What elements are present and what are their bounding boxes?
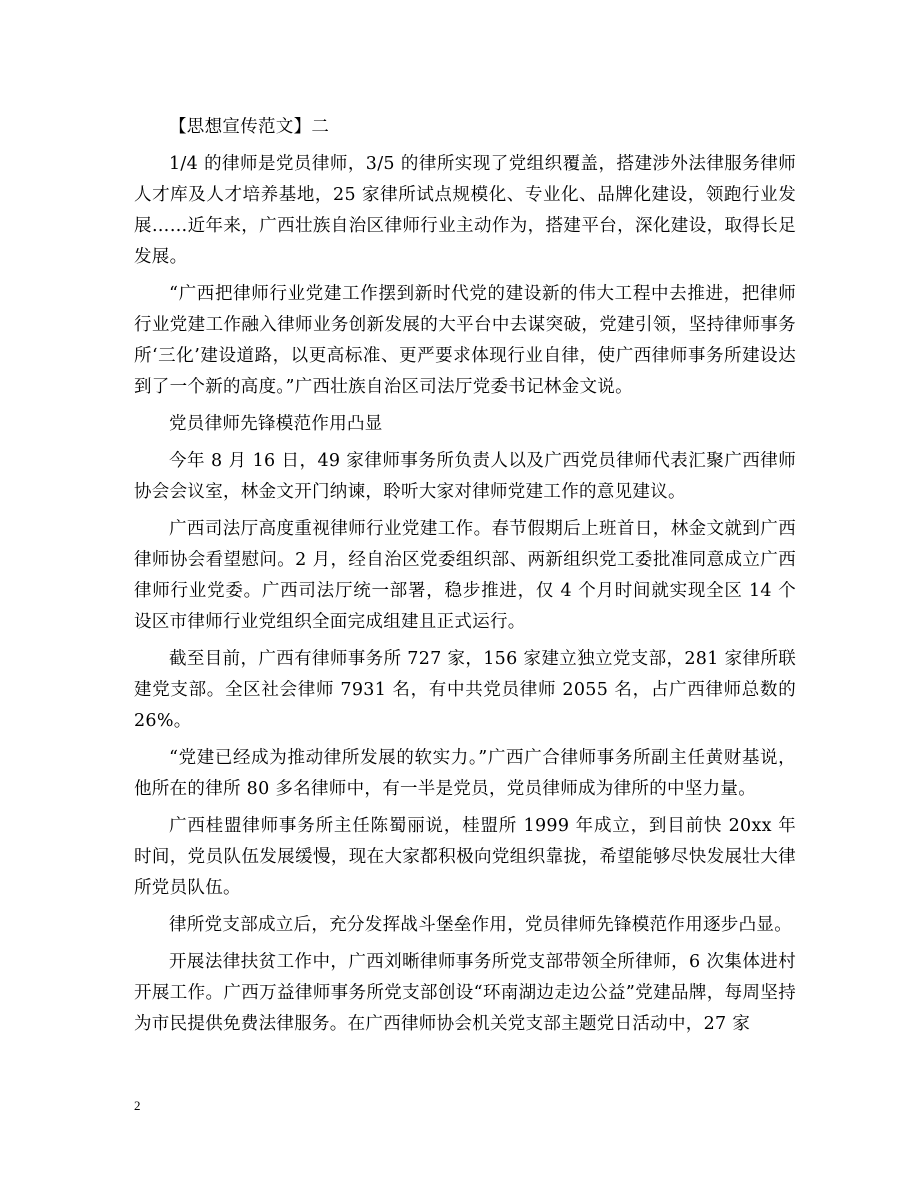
document-title: 【思想宣传范文】二 <box>169 117 330 137</box>
paragraph-7: 广西桂盟律师事务所主任陈蜀丽说，桂盟所 1999 年成立，到目前快 20xx 年时间，党员队伍发展缓慢，现在大家都积极向党组织靠拢，希望能够尽快发展壮大律所党员队伍。 <box>134 816 796 898</box>
paragraph-8: 律所党支部成立后，充分发挥战斗堡垒作用，党员律师先锋模范作用逐步凸显。 <box>169 915 792 935</box>
paragraph-1: 1/4 的律师是党员律师，3/5 的律所实现了党组织覆盖，搭建涉外法律服务律师人才库及人才培养基地，25 家律所试点规模化、专业化、品牌化建设，领跑行业发展……近年来，广西壮族自治区律师行业主动作为，搭建平台，深化建设，取得长足发展。 <box>134 154 796 267</box>
paragraph-6: “党建已经成为推动律所发展的软实力。”广西广合律师事务所副主任黄财基说，他所在的律所 80 多名律师中，有一半是党员，党员律师成为律所的中坚力量。 <box>134 748 796 799</box>
paragraph-3: 今年 8 月 16 日，49 家律师事务所负责人以及广西党员律师代表汇聚广西律师协会会议室，林金文开门纳谏，聆听大家对律师党建工作的意见建议。 <box>134 451 796 502</box>
section-heading: 党员律师先锋模范作用凸显 <box>169 414 383 434</box>
page-number: 2 <box>134 1098 141 1113</box>
paragraph-4: 广西司法厅高度重视律师行业党建工作。春节假期后上班首日，林金文就到广西律师协会看望慰问。2 月，经自治区党委组织部、两新组织党工委批准同意成立广西律师行业党委。广西司法厅统一部署，稳步推进，仅 4 个月时间就实现全区 14 个设区市律师行业党组织全面完成组建且正式运行。 <box>134 519 796 632</box>
paragraph-9: 开展法律扶贫工作中，广西刘晰律师事务所党支部带领全所律师，6 次集体进村开展工作。广西万益律师事务所党支部创设“环南湖边走边公益”党建品牌，每周坚持为市民提供免费法律服务。在广西律师协会机关党支部主题党日活动中，27 家 <box>134 952 796 1034</box>
paragraph-5: 截至目前，广西有律师事务所 727 家，156 家建立独立党支部，281 家律所联建党支部。全区社会律师 7931 名，有中共党员律师 2055 名，占广西律师总数的 26%。 <box>134 649 796 731</box>
paragraph-2: “广西把律师行业党建工作摆到新时代党的建设新的伟大工程中去推进，把律师行业党建工作融入律师业务创新发展的大平台中去谋突破，党建引领，坚持律师事务所‘三化’建设道路，以更高标准、更严要求体现行业自律，使广西律师事务所建设达到了一个新的高度。”广西壮族自治区司法厅党委书记林金文说。 <box>134 284 796 397</box>
document-body <box>134 112 796 1046</box>
